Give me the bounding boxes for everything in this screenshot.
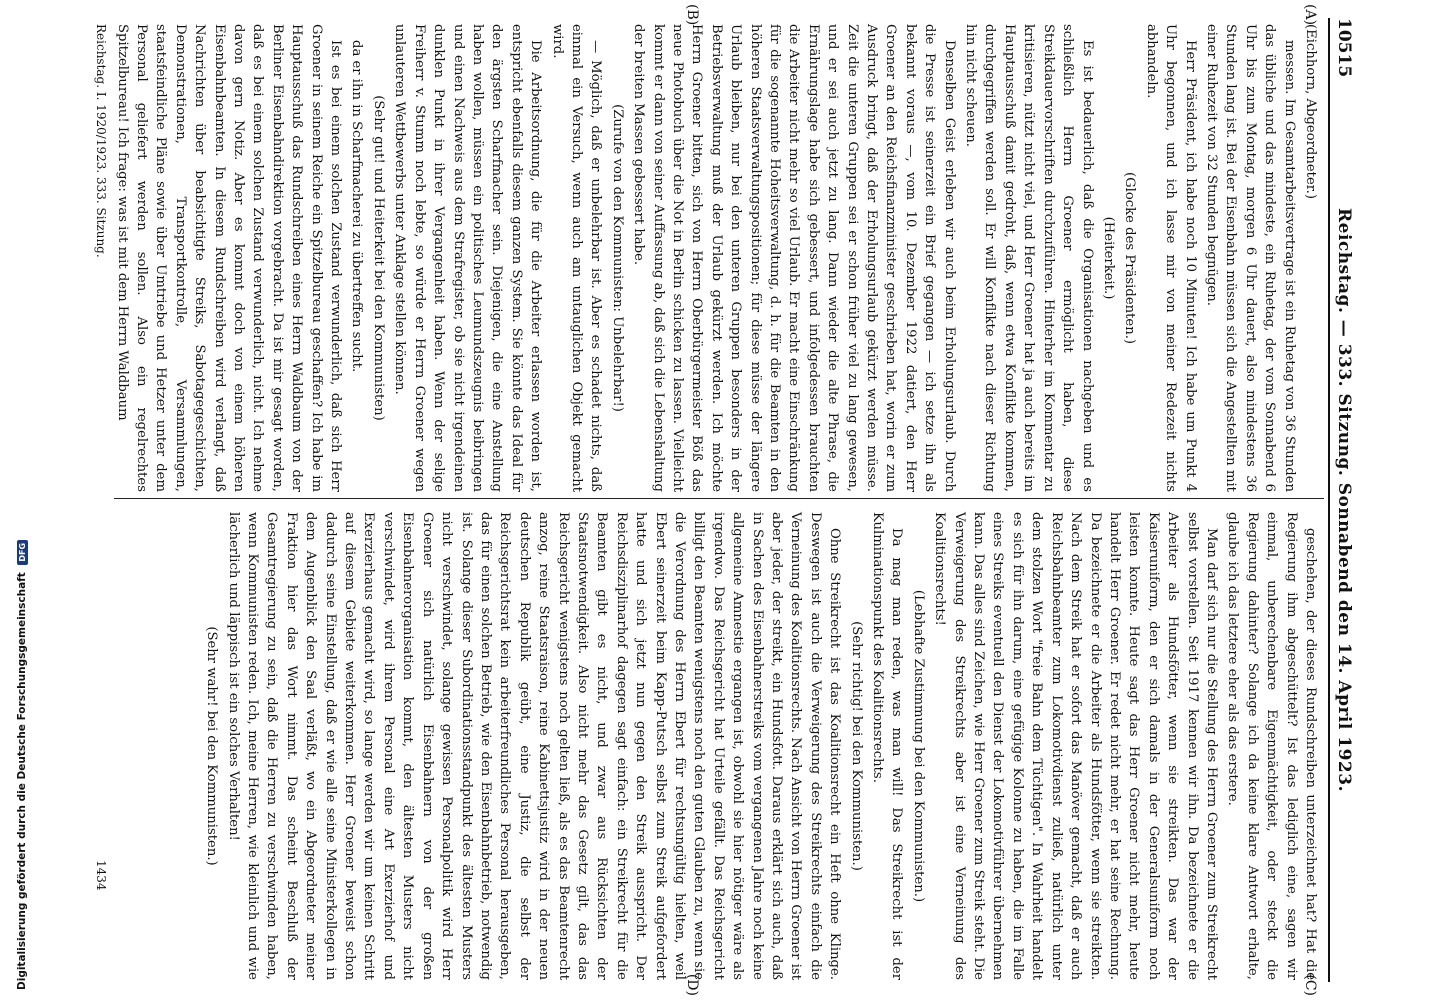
scanned-page [80, 0, 1370, 1000]
interjection: (Sehr richtig! bei den Kommunisten.) [848, 621, 864, 871]
footer-left: Reichstag. I. 1920/1923. 333. Sitzung. [94, 24, 108, 258]
header-rule [1328, 18, 1330, 982]
paragraph: Man darf sich nur die Stellung des Herrn Groener zum Streikrecht selbst vorstellen. Seit 1917 kennen wir ihn. Da bezeichnete er die Arbeiter als Hundsfötter, wenn sie streikten. Das war der Kaiseruniform, den er sich damals in der Generalsuniform noch leisten konnte. Heute sagt das Herr Groener nicht mehr, heute handelt Herr Groener. Er redet nicht mehr, er hat seine Rechnung. Da bezeichnete er die Arbeiter als Hundsfötter, wenn sie streikten. Nach dem Streik hat er sofort das Manöver gemacht, daß er auch Reichsbahnbeamter zum Lokomotivdienst zuließ, natürlich unter dem stolzen Wort "freie Bahn dem Tüchtigen". In Wahrheit handelt es sich für ihn darum, eine gefügige Kolonne zu haben, die im Falle eines Streiks eventuell den Dienst der Lokomotivführer übernehmen kann. Das alles sind Zeichen, wie Herr Groener zum Streik steht. Die Verweigerung des Streikrechts aber ist eine Verneinung des Koalitionsrechts! [932, 512, 1219, 980]
interjection: (Sehr wahr! bei den Kommunisten.) [204, 626, 220, 866]
paragraph: Da mag man reden, was man will! Das Streikrecht ist der Kulminationspunkt des Koalitionsrechts. [870, 512, 905, 980]
interjection: (Heiterkeit.) [1100, 216, 1116, 300]
paragraph: Denselben Geist erleben wir auch beim Erholungsurlaub. Durch die Presse ist seinerzeit ein Brief gegangen — ich setze ihn als bekannt voraus —, vom 10. Dezember 1922 datiert, den Herr Groener an den Reichsfinanzminister geschrieben hat, worin er zum Ausdruck bringt, daß der Erholungsurlaub gekürzt werden müsse. Zeit die unteren Gruppen sei er schon früher viel zu lang gewesen, und er sei auch jetzt zu lang. Dann wieder die alte Phrase, die Ernährungslage habe sich gebessert, und infolgedessen brauchten die Arbeiter nicht mehr so viel Urlaub. Er macht eine Einschränkung für die sogenannte Hoheitsverwaltung, d. h. für die Beamten in den höheren Staatsverwaltungspositionen; für diese müsse der längere Urlaub bleiben, nur bei den unteren Gruppen besonders in der Betriebsverwaltung muß der Urlaub gekürzt werden. Ich möchte Herrn Groener bitten, sich von Herrn Oberbürgermeister Böß das neue Photobuch über die Not in Berlin schicken zu lassen. Vielleicht kommt er dann von seiner Auffassung ab, daß sich die Lebenshaltung der breiten Massen gebessert habe. [631, 24, 957, 492]
page-title: Reichstag. — 333. Sitzung. Sonnabend den 14. April 1923. [1334, 208, 1354, 792]
margin-mark-b: (B) [684, 4, 700, 26]
footer-page-number: 1434 [94, 860, 108, 891]
page-number-left: 10515 [1334, 18, 1354, 78]
side-credit [6, 0, 26, 1000]
paragraph: Herr Präsident, ich habe noch 10 Minuten! Ich habe um Punkt 4 Uhr begonnen, und ich lasse mir von meiner Redezeit nichts abhandeln. [1143, 24, 1198, 492]
credit-text: Digitalisierung gefördert durch die Deutsche Forschungsgemeinschaft [16, 572, 28, 990]
margin-mark-a: (A) [1302, 4, 1318, 26]
left-column [114, 24, 1320, 492]
paragraph: Ist es bei einem solchen Zustand verwunderlich, daß sich Herr Groener in seinem Reiche ein Spitzelbureau geschaffen? Ich habe im Hauptausschuß das Rundschreiben eines Herrn Waldbaum von der Berliner Eisenbahndirektion vorgebracht. Da ist mir gesagt worden, daß es bei einem solchen Zustand verwunderlich, nicht. Ich nehme davon gern Notiz. Aber es kommt doch von einem höheren Eisenbahnbeamten. In diesem Rundschreiben wird verlangt, daß Nachrichten über beabsichtigte Streiks, Sabotagegeschichten, Demonstrationen, Transportkontrolle, Versammlungen, staatsfeindliche Pläne sowie über Umtriebe und Hetzer unter dem Personal geliefert werden sollen. Also ein regelrechtes Spitzelbureau! Ich frage: was ist mit dem Herrn Waldbaum [114, 24, 344, 492]
paragraph: messen. Im Gesamtarbeitsvertrage ist ein Ruhetag von 36 Stunden das übliche und das mindeste, ein Ruhetag, der vom Sonnabend 6 Uhr bis zum Montag, morgen 6 Uhr dauert, also mindestens 36 Stunden lang ist. Bei der Eisenbahn müssen sich die Angestellten mit einer Ruhezeit von 32 Stunden begnügen. [1203, 24, 1297, 492]
interjection: (Zurufe von den Kommunisten: Unbelehrbar!) [609, 104, 625, 412]
interjection: (Sehr gut! und Heiterkeit bei den Kommunisten) [370, 95, 386, 421]
paragraph: (Eichhorn, Abgeordneter.) [1303, 24, 1318, 199]
paragraph: Ohne Streikrecht ist das Koalitionsrecht ein Heft ohne Klinge. Deswegen ist auch die Verweigerung des Streikrechts einfach die Verneinung des Koalitionsrechts. Nach Ansicht von Herrn Groener ist aber jeder, der streikt, ein Hundsfott. Daraus erklärt sich auch, daß in Sachen des Eisenbahnerstreiks vom vergangenen Jahre noch keine allgemeine Amnestie ergangen ist, obwohl sie hier nötiger wäre als irgendwo. Das Reichsgericht hat Urteile gefällt. Das Reichsgericht billigt den Beamten wenigstens noch den guten Glauben zu, wenn sie die Verordnung des Herrn Ebert für rechtsungültig hielten, weil Ebert seinerzeit beim Kapp-Putsch selbst zum Streik aufgefordert hatte und sich jetzt nun gegen den Streik ausspricht. Der Reichsdisziplinarhof dagegen sagt einfach: ein Streikrecht für die Beamten gibt es nicht, und zwar aus Rücksichten der Staatsnotwendigkeit. Also nicht mehr das Gesetz gilt, das das Reichsgericht wenigstens noch gelten ließ, als es das Beamtenrecht anzog, reine Staatsraison, reine Kabinettsjustiz wird in der neuen deutschen Republik geübt, eine Justiz, die selbst der Reichsgerichtsrat kein arbeiterfreundliches Personal herausgeben, das für einen solchen Betrieb, wie den Eisenbahnbetrieb, notwendig ist. Solange dieser Subordinationsstandpunkt des ältesten Musters nicht verschwindet, solange gewissen Personalpolitik wird Herr Groener sich natürlich Eisenbahnern von der großen Eisenbahnerorganisation kommt, den ältesten Musters nicht verschwindet, wird ihrem Personal eine Art Exerzierhof und Exerzierhaus gemacht wird, so lange werden wir um keinen Schritt auf diesem Gebiete weiterkommen. Herr Groener beweist schon dadurch seine Einstellung, daß er wie alle seine Ministerkollegen in dem Augenblick den Saal verläßt, wo ein Abgeordneter meiner Fraktion hier das Wort nimmt. Das scheint Beschluß der Gesamtregierung zu sein, daß die Herren zu verschwinden haben, wenn Kommunisten reden. Ich, meine Herren, wie kleinlich und wie lächerlich und läppisch ist ein solches Verhalten! [225, 512, 843, 980]
paragraph: Die Arbeitsordnung, die für die Arbeiter erlassen worden ist, entspricht ebenfalls diesem ganzen System. Sie könnte das Ideal für den ärgsten Scharfmacher sein. Diejenigen, die eine Anstellung haben wollen, müssen ein politisches Leumundszeugnis beibringen und einen Nachweis aus dem Strafregister, ob sie nicht irgendeinen dunklen Punkt in ihrer Vergangenheit haben. Wenn der selige Freiherr v. Stumm noch lebte, so würde er Herrn Groener wegen unlauteren Wettbewerbs unter Anklage stellen können. [392, 24, 544, 492]
right-column [120, 512, 1320, 980]
dfg-logo-icon: DFG [17, 540, 28, 565]
interjection: (Lebhafte Zustimmung bei den Kommunisten.) [910, 589, 926, 903]
paragraph: da er ihn in Scharfmacherei zu übertreffen sucht. [349, 40, 365, 373]
paragraph: — Möglich, daß er unbelehrbar ist. Aber es schadet nichts, daß einmal ein Versuch, wenn auch am untauglichen Objekt gemacht wird. [549, 24, 604, 492]
column-divider [114, 498, 1324, 499]
paragraph: Es ist bedauerlich, daß die Organisationen nachgeben und es schließlich Herrn Groener ermöglicht haben, diese Streikdauervorschriften durchzuführen. Hinterher im Kommentar zu kritisieren, nützt nicht viel, und Herr Groener hat ja auch bereits im Hauptausschuß damit gedroht, daß, wenn etwa Konflikte kommen, durchgegriffen werden soll. Er will Konflikte nach dieser Richtung hin nicht scheuen. [963, 24, 1095, 492]
margin-mark-c: (C) [1302, 974, 1318, 996]
page-header [1326, 18, 1356, 982]
interjection: (Glocke des Präsidenten.) [1122, 171, 1138, 345]
margin-mark-d: (D) [684, 973, 700, 996]
scanned-page-frame [80, 0, 1370, 1000]
paragraph: geschehen, der dieses Rundschreiben unterzeichnet hat? Hat die Regierung ihm abgeschüttelt? Ist das lediglich eine, sagen wir einmal, unberechenbare Eigenmächtigkeit, oder steckt die Regierung dahinter? Solange ich da keine klare Antwort erhalte, glaube ich das letztere eher als das erstere. [1225, 512, 1318, 980]
